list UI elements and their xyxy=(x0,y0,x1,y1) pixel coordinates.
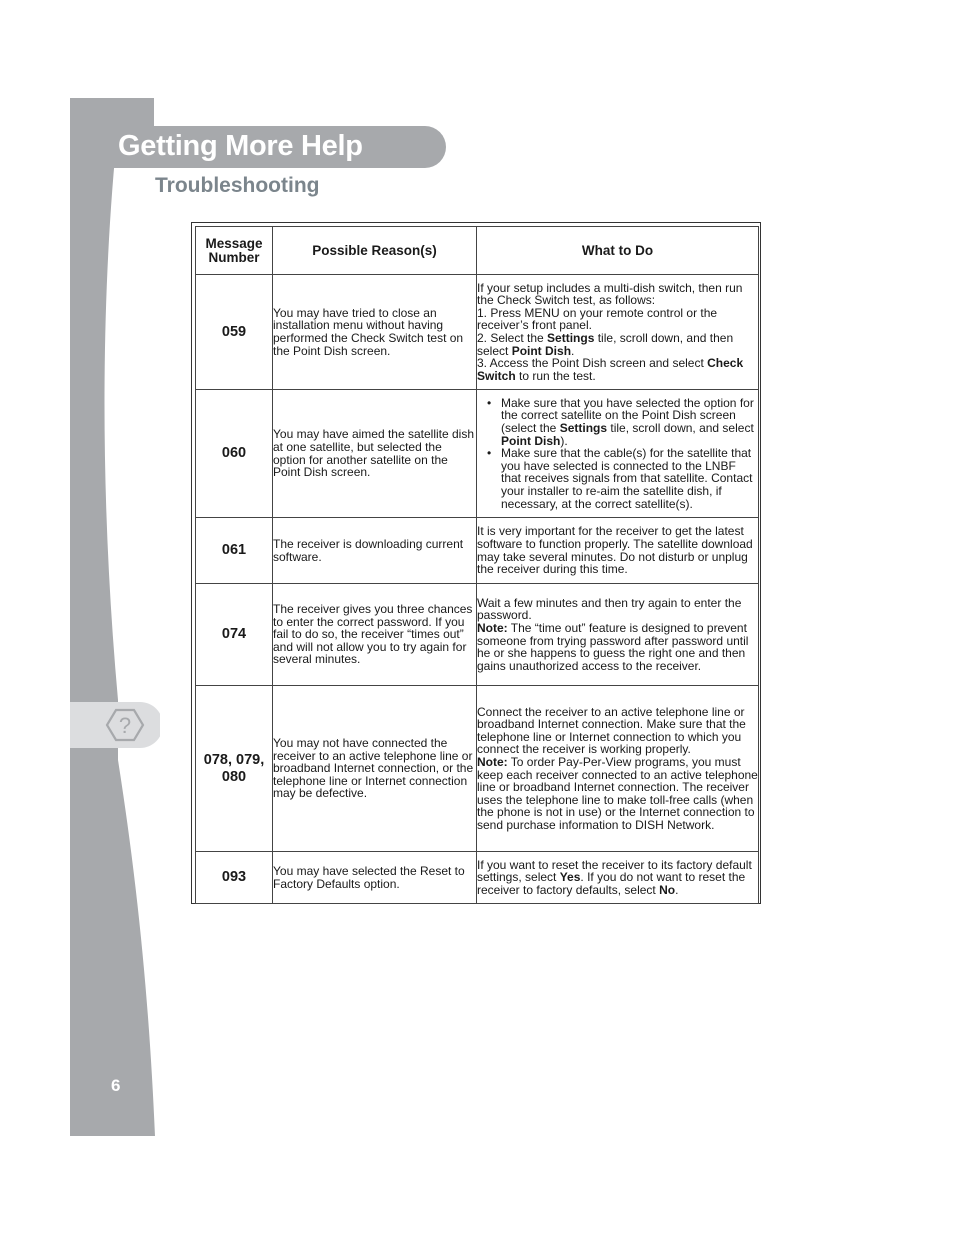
table-row xyxy=(196,852,759,904)
header-message-number: Message Number xyxy=(196,227,273,275)
message-number: 061 xyxy=(196,518,273,584)
possible-reason: You may have tried to close an installation menu without having performed the Check Switch test on the Point Dish screen. xyxy=(273,275,477,390)
what-to-do xyxy=(477,390,759,518)
help-tab xyxy=(70,700,160,750)
table-row xyxy=(196,584,759,686)
what-to-do: Connect the receiver to an active telephone line or broadband Internet connection. Make sure that the telephone line or Internet connection to which you connect the receiver is working properly. Note: To order Pay-Per-View programs, you must keep each receiver connected to an active telephone line or broadband Internet connection. The receiver uses the telephone line to make toll-free calls (when the phone is not in use) or the Internet connection to send purchase information to DISH Network. xyxy=(477,686,759,852)
possible-reason: You may have selected the Reset to Factory Defaults option. xyxy=(273,852,477,904)
header-what-to-do: What to Do xyxy=(477,227,759,275)
section-subtitle: Troubleshooting xyxy=(155,174,320,197)
list-item: • Make sure that the cable(s) for the satellite that you have selected is connected to the LNBF that receives signals from that satellite. Contact your installer to re-aim the satellite dish, if necessary, at the correct satellite(s). xyxy=(487,446,753,511)
what-to-do: It is very important for the receiver to get the latest software to function properly. The satellite download may take several minutes. Do not disturb or unplug the receiver during this time. xyxy=(477,518,759,584)
svg-text:?: ? xyxy=(118,713,132,738)
table-row xyxy=(196,518,759,584)
message-number: 078, 079, 080 xyxy=(196,686,273,852)
possible-reason: You may have aimed the satellite dish at one satellite, but selected the option for another satellite on the Point Dish screen. xyxy=(273,390,477,518)
table-row xyxy=(196,686,759,852)
message-number: 074 xyxy=(196,584,273,686)
troubleshooting-table xyxy=(195,226,759,904)
page-title: Getting More Help xyxy=(118,130,363,162)
possible-reason: The receiver gives you three chances to enter the correct password. If you fail to do so, the receiver “times out” and will not allow you to try again for several minutes. xyxy=(273,584,477,686)
possible-reason: You may not have connected the receiver to an active telephone line or broadband Internet connection, or the telephone line or Internet connection may be defective. xyxy=(273,686,477,852)
message-number: 093 xyxy=(196,852,273,904)
what-to-do: Wait a few minutes and then try again to enter the password. Note: The “time out” feature is designed to prevent someone from trying password after password until he or she happens to guess the right one and then gains unauthorized access to the receiver. xyxy=(477,584,759,686)
list-item: • Make sure that you have selected the option for the correct satellite on the Point Dish screen (select the Settings tile, scroll down, and select Point Dish). xyxy=(487,395,754,448)
table-header-row xyxy=(196,227,759,275)
table-row xyxy=(196,275,759,390)
possible-reason: The receiver is downloading current software. xyxy=(273,518,477,584)
what-to-do: If your setup includes a multi-dish switch, then run the Check Switch test, as follows: 1. Press MENU on your remote control or the receiver’s front panel. 2. Select the Settings tile, scroll down, and then select Point Dish. 3. Access the Point Dish screen and select Check Switch to run the test. xyxy=(477,275,759,390)
message-number: 060 xyxy=(196,390,273,518)
action-bullet-list xyxy=(487,397,758,510)
header-possible-reasons: Possible Reason(s) xyxy=(273,227,477,275)
table-row xyxy=(196,390,759,518)
page-number: 6 xyxy=(111,1076,121,1095)
message-number: 059 xyxy=(196,275,273,390)
sidebar-decoration xyxy=(0,0,160,1235)
what-to-do: If you want to reset the receiver to its factory default settings, select Yes. If you do not want to reset the receiver to factory defaults, select No. xyxy=(477,852,759,904)
